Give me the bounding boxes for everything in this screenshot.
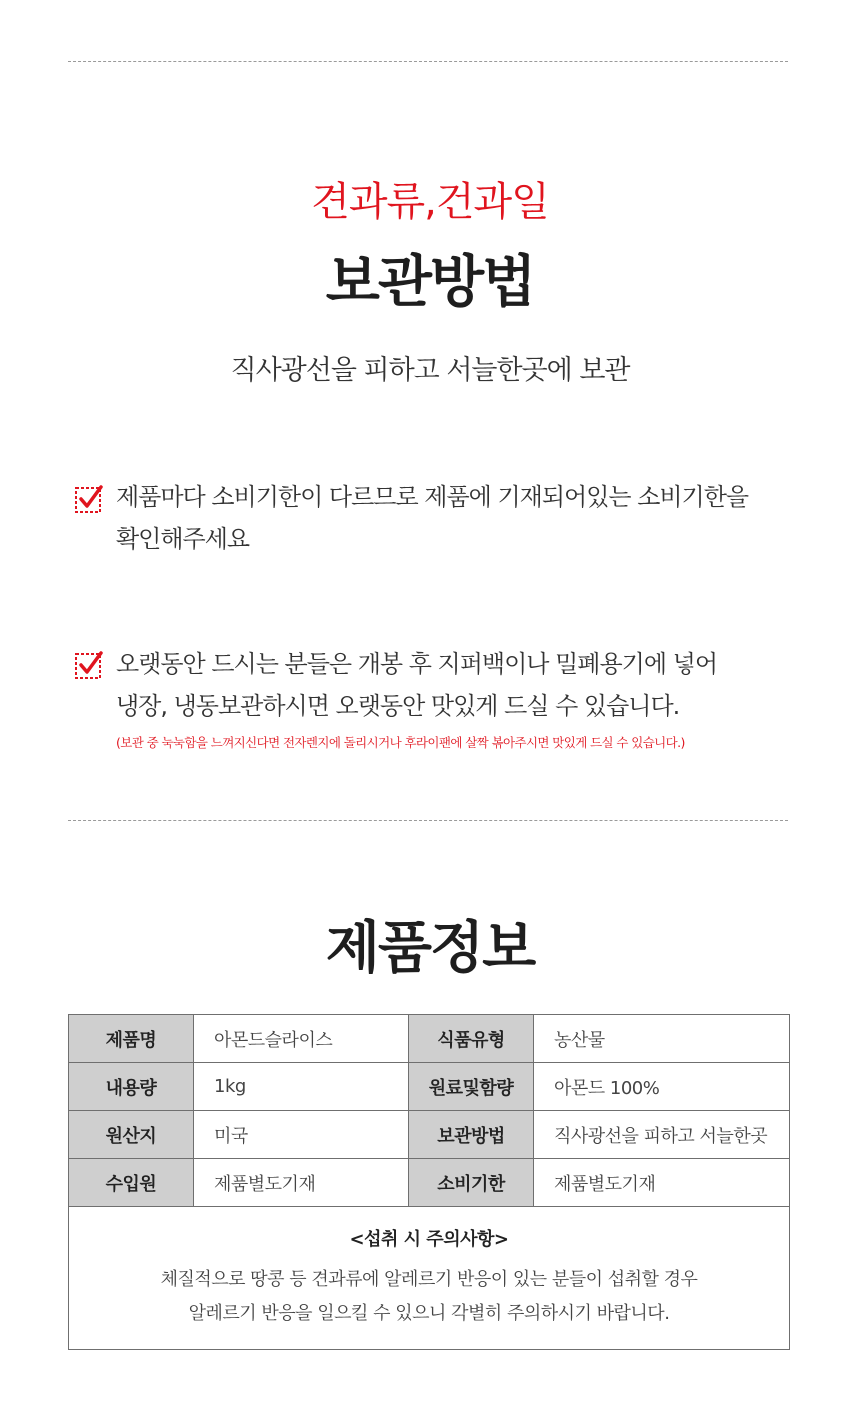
table-row (69, 1063, 790, 1111)
row-value: 제품별도기재 (534, 1159, 790, 1207)
note-line: 오랫동안 드시는 분들은 개봉 후 지퍼백이나 밀폐용기에 넣어 (116, 650, 718, 678)
storage-subtitle: 견과류,건과일 (311, 179, 549, 225)
note-line: 냉장, 냉동보관하시면 오랫동안 맛있게 드실 수 있습니다. (116, 692, 680, 720)
product-title: 제품정보 (325, 916, 535, 981)
row-label: 식품유형 (409, 1015, 534, 1063)
top-divider (68, 61, 788, 62)
note-line: 확인해주세요 (116, 525, 250, 553)
caution-title: <섭취 시 주의사항> (349, 1229, 509, 1250)
row-value: 1kg (194, 1063, 409, 1111)
row-value: 아몬드슬라이스 (194, 1015, 409, 1063)
row-label: 제품명 (69, 1015, 194, 1063)
row-label: 원산지 (69, 1111, 194, 1159)
caution-row (69, 1207, 790, 1350)
storage-note-2 (116, 643, 717, 727)
note-line: 제품마다 소비기한이 다르므로 제품에 기재되어있는 소비기한을 (116, 483, 749, 511)
storage-note-1 (116, 476, 748, 560)
checkbox-check-icon (74, 650, 104, 680)
table-row (69, 1111, 790, 1159)
checkbox-check-icon (74, 484, 104, 514)
row-label: 보관방법 (409, 1111, 534, 1159)
row-label: 내용량 (69, 1063, 194, 1111)
row-value: 아몬드 100% (534, 1063, 790, 1111)
table-row (69, 1159, 790, 1207)
row-value: 직사광선을 피하고 서늘한곳 (534, 1111, 790, 1159)
caution-line: 체질적으로 땅콩 등 견과류에 알레르기 반응이 있는 분들이 섭취할 경우 (160, 1269, 698, 1290)
storage-note-small: (보관 중 눅눅함을 느껴지신다면 전자렌지에 돌리시거나 후라이팬에 살짝 볶아주시면 맛있게 드실 수 있습니다.) (116, 735, 685, 750)
row-label: 소비기한 (409, 1159, 534, 1207)
storage-title: 보관방법 (325, 250, 535, 315)
caution-line: 알레르기 반응을 일으킬 수 있으니 각별히 주의하시기 바랍니다. (188, 1303, 670, 1324)
caution-cell (69, 1207, 790, 1350)
middle-divider (68, 820, 788, 821)
row-label: 수입원 (69, 1159, 194, 1207)
product-info-table (68, 1014, 790, 1350)
row-value: 제품별도기재 (194, 1159, 409, 1207)
row-value: 농산물 (534, 1015, 790, 1063)
table-row (69, 1015, 790, 1063)
row-label: 원료및함량 (409, 1063, 534, 1111)
row-value: 미국 (194, 1111, 409, 1159)
storage-lead: 직사광선을 피하고 서늘한곳에 보관 (230, 355, 630, 386)
